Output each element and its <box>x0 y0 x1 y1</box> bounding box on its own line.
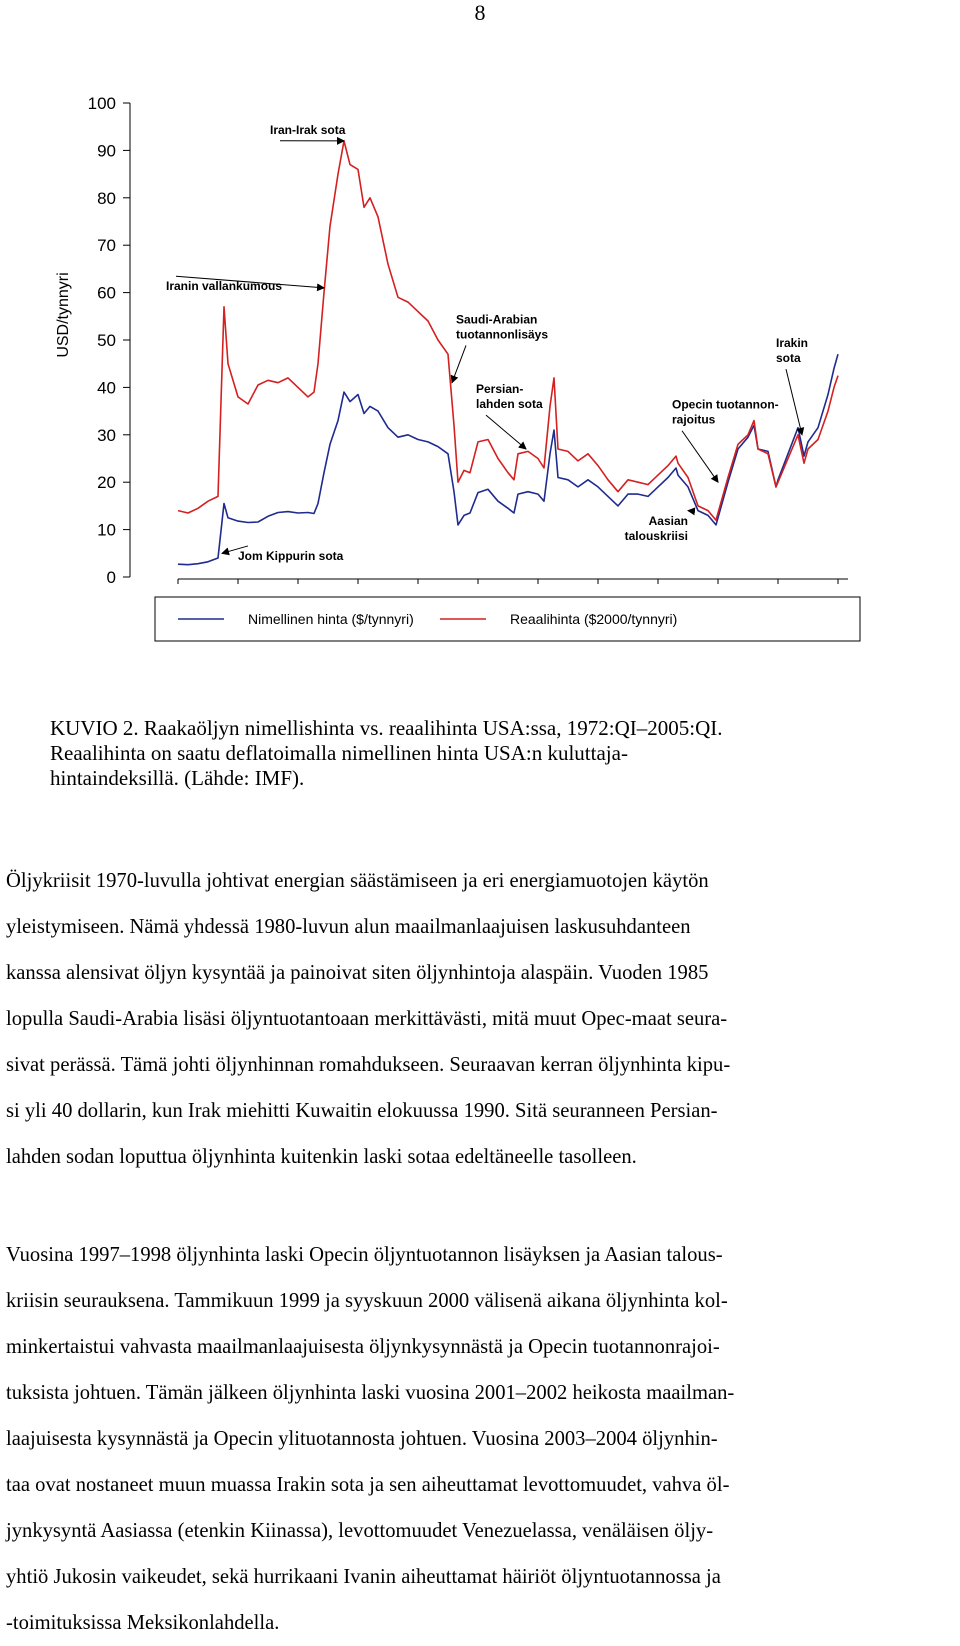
paragraph-line: laajuisesta kysynnästä ja Opecin ylituotannosta johtuen. Vuosina 2003–2004 öljynhin- <box>6 1416 956 1462</box>
paragraph-line: lopulla Saudi-Arabia lisäsi öljyntuotantoaan merkittävästi, mitä muut Opec-maat seura- <box>6 996 956 1042</box>
chart-svg <box>0 60 960 690</box>
y-tick-label: 40 <box>97 378 116 397</box>
paragraph-line: minkertaistui vahvasta maailmanlaajuisesta öljynkysynnästä ja Opecin tuotannonrajoi- <box>6 1324 956 1370</box>
annotation-label: talouskriisi <box>625 529 688 543</box>
annotation-arrow <box>452 345 466 382</box>
caption-line: KUVIO 2. Raakaöljyn nimellishinta vs. reaalihinta USA:ssa, 1972:QI–2005:QI. <box>50 716 930 741</box>
y-tick-label: 30 <box>97 426 116 445</box>
annotation-arrow <box>486 415 526 449</box>
y-tick-label: 60 <box>97 284 116 303</box>
y-tick-label: 50 <box>97 331 116 350</box>
legend-label: Nimellinen hinta ($/tynnyri) <box>248 611 414 627</box>
annotation-label: Iran-Irak sota <box>270 123 346 137</box>
paragraph-line: jynkysyntä Aasiassa (etenkin Kiinassa), levottomuudet Venezuelassa, venäläisen öljy- <box>6 1508 956 1554</box>
annotation-label: Irakin <box>776 336 808 350</box>
annotation-label: Opecin tuotannon- <box>672 398 779 412</box>
paragraph-line: yleistymiseen. Nämä yhdessä 1980-luvun alun maailmanlaajuisen laskusuhdanteen <box>6 904 956 950</box>
annotation-label: Iranin vallankumous <box>166 279 282 293</box>
paragraph-line: Öljykriisit 1970-luvulla johtivat energian säästämiseen ja eri energiamuotojen käytön <box>6 858 956 904</box>
paragraph-line: -toimituksissa Meksikonlahdella. <box>6 1600 956 1646</box>
annotation-label: lahden sota <box>476 397 543 411</box>
paragraph-line: kriisin seurauksena. Tammikuun 1999 ja syyskuun 2000 välisenä aikana öljynhinta kol- <box>6 1278 956 1324</box>
page-number: 8 <box>0 0 960 26</box>
annotation-label: sota <box>776 351 801 365</box>
paragraph-line: taa ovat nostaneet muun muassa Irakin sota ja sen aiheuttamat levottomuudet, vahva öl- <box>6 1462 956 1508</box>
annotation-label: rajoitus <box>672 413 716 427</box>
y-tick-label: 10 <box>97 521 116 540</box>
annotation-label: Saudi-Arabian <box>456 312 537 326</box>
body-paragraph-2 <box>6 1232 956 1646</box>
paragraph-line: si yli 40 dollarin, kun Irak miehitti Kuwaitin elokuussa 1990. Sitä seuranneen Persian- <box>6 1088 956 1134</box>
paragraph-line: tuksista johtuen. Tämän jälkeen öljynhinta laski vuosina 2001–2002 heikosta maailman- <box>6 1370 956 1416</box>
y-tick-label: 70 <box>97 236 116 255</box>
paragraph-line: yhtiö Jukosin vaikeudet, sekä hurrikaani Ivanin aiheuttamat häiriöt öljyntuotannossa ja <box>6 1554 956 1600</box>
body-paragraph-1 <box>6 858 956 1180</box>
annotation-label: Aasian <box>649 514 688 528</box>
paragraph-line: kanssa alensivat öljyn kysyntää ja painoivat siten öljynhintoja alaspäin. Vuoden 1985 <box>6 950 956 996</box>
annotation-label: Persian- <box>476 382 523 396</box>
paragraph-line: Vuosina 1997–1998 öljynhinta laski Opecin öljyntuotannon lisäyksen ja Aasian talous- <box>6 1232 956 1278</box>
annotation-label: tuotannonlisäys <box>456 327 548 341</box>
y-tick-label: 20 <box>97 473 116 492</box>
y-tick-label: 80 <box>97 189 116 208</box>
caption-line: hintaindeksillä. (Lähde: IMF). <box>50 766 930 791</box>
paragraph-line: lahden sodan loputtua öljynhinta kuitenkin laski sotaa edeltäneelle tasolleen. <box>6 1134 956 1180</box>
annotation-label: Jom Kippurin sota <box>238 549 344 563</box>
caption-line: Reaalihinta on saatu deflatoimalla nimellinen hinta USA:n kuluttaja- <box>50 741 930 766</box>
annotation-arrow <box>682 431 718 482</box>
figure-caption <box>50 716 930 791</box>
paragraph-line: sivat perässä. Tämä johti öljynhinnan romahdukseen. Seuraavan kerran öljynhinta kipu- <box>6 1042 956 1088</box>
y-tick-label: 0 <box>107 568 116 587</box>
y-tick-label: 90 <box>97 141 116 160</box>
oil-price-chart <box>0 60 960 690</box>
y-tick-label: 100 <box>88 94 116 113</box>
annotation-arrow <box>786 369 802 435</box>
y-axis-label: USD/tynnyri <box>55 272 72 357</box>
legend-label: Reaalihinta ($2000/tynnyri) <box>510 611 677 627</box>
